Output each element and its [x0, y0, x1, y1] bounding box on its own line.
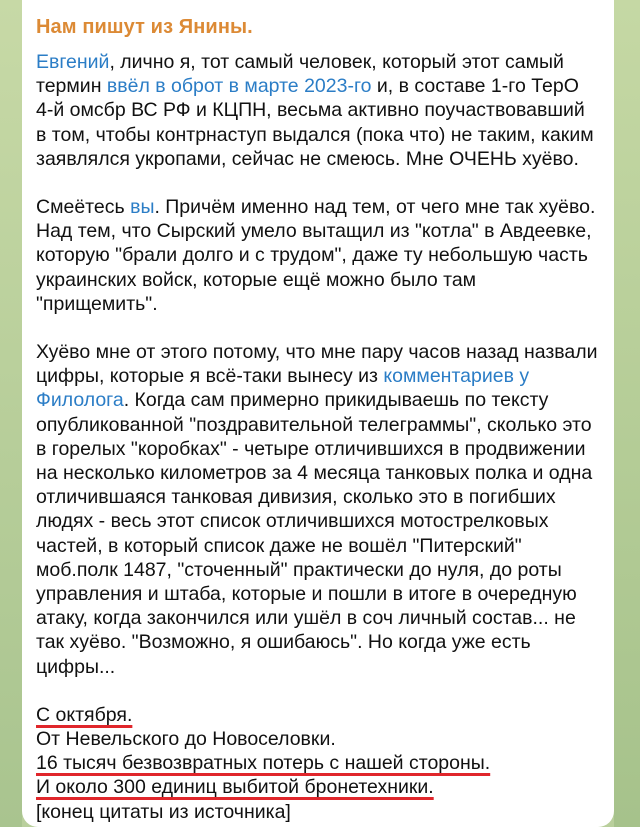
paragraph-3-text-a: Хуёво мне от этого потому, что мне пару часов назад назвали цифры, которые я всё-таки вынесу из	[36, 341, 598, 388]
paragraph-2-text-b: . Причём именно над тем, от чего мне так хуёво. Над тем, что Сырский умело вытащил из "котла" в Авдеевке, которую "брали долго и с трудом", даже ту небольшую часть украинских войск, которые ещё можно было там "прищемить".	[36, 196, 596, 315]
paragraph-1-text-b: и, в составе 1-го ТерО 4-й омсбр ВС РФ и КЦПН, весьма активно поучаствовавший в том, чтобы контрнаступ выдался (пока что) не таким, каким заявлялся укропами, сейчас не смеюсь. Мне ОЧЕНЬ хуёво.	[36, 75, 594, 170]
summary-line-3	[36, 751, 600, 775]
underlined-armor: И около 300 единиц выбитой бронетехники.	[36, 776, 434, 799]
message-sender-name[interactable]: Нам пишут из Янины.	[36, 16, 253, 38]
underlined-losses: 16 тысяч безвозвратных потерь с нашей стороны.	[36, 752, 491, 775]
summary-line-5: [конец цитаты из источника]	[36, 800, 291, 823]
comments-link[interactable]: комментариев у Филолога	[36, 365, 530, 412]
message-paragraph-2	[36, 195, 600, 316]
summary-line-1	[36, 703, 600, 727]
summary-line-2: От Невельского до Новоселовки.	[36, 728, 336, 751]
mention-link-evgeny[interactable]: Евгений	[36, 51, 110, 73]
message-paragraph-4	[36, 703, 600, 824]
chat-background-left	[0, 0, 22, 827]
summary-line-4	[36, 775, 600, 799]
you-link[interactable]: вы	[130, 196, 155, 219]
message-bubble	[22, 0, 614, 827]
chat-background-right	[614, 0, 640, 827]
underlined-since-october: С октября.	[36, 703, 133, 726]
paragraph-2-text-a: Смеётесь	[36, 196, 131, 219]
term-link[interactable]: ввёл в оброт в марте 2023-го	[106, 75, 372, 98]
message-paragraph-3	[36, 340, 600, 679]
paragraph-1-text-a: , лично я, тот самый человек, который этот самый термин	[36, 51, 564, 98]
paragraph-3-text-b: . Когда сам примерно прикидываешь по тексту опубликованной "поздравительной телеграммы", сколько это в горелых "коробках" - четыре отличившихся в продвижении на несколько километров за 4 месяца танковых полка и одна отличившаяся танковая дивизия, сколько это в погибших людях - весь этот список отличившихся мотострелковых частей, в который список даже не вошёл "Питерский" моб.полк 1487, "сточенный" практически до нуля, до роты управления и штаба, которые и пошли в итоге в очередную атаку, когда закончился или ушёл в соч личный состав... не так хуёво. "Возможно, я ошибаюсь". Но когда уже есть цифры...	[36, 389, 593, 678]
message-paragraph-1	[36, 50, 600, 171]
